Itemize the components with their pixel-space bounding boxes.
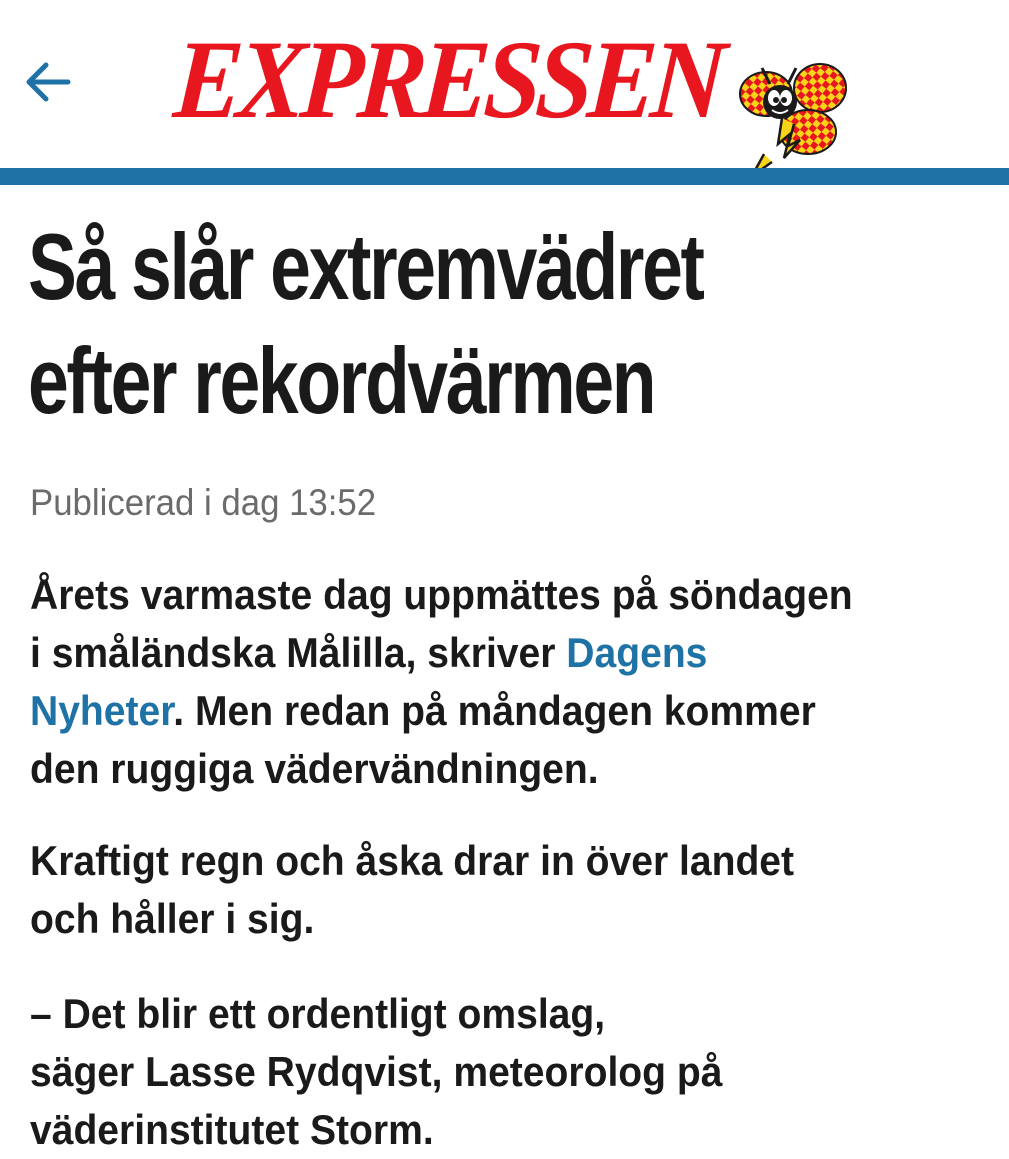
arrow-left-icon bbox=[22, 56, 74, 108]
article-paragraph-1 bbox=[30, 566, 969, 798]
logo-text: EXPRESSEN bbox=[170, 18, 725, 142]
p1-line-2: i småländska Målilla, skriver bbox=[30, 629, 567, 676]
p1-line-3: . Men redan på måndagen kommer bbox=[173, 687, 816, 734]
link-part-1[interactable]: Dagens bbox=[566, 629, 708, 676]
p3-line-1: – Det blir ett ordentligt omslag, bbox=[30, 990, 606, 1037]
p3-line-3: väderinstitutet Storm. bbox=[30, 1106, 434, 1153]
article-paragraph-3 bbox=[30, 985, 969, 1159]
p2-line-1: Kraftigt regn och åska drar in över landet bbox=[30, 837, 795, 884]
p3-line-2: säger Lasse Rydqvist, meteorolog på bbox=[30, 1048, 723, 1095]
back-button[interactable] bbox=[18, 52, 78, 112]
p1-line-4: den ruggiga vädervändningen. bbox=[30, 745, 599, 792]
wasp-mascot-icon bbox=[738, 54, 848, 179]
p2-line-2: och håller i sig. bbox=[30, 895, 315, 942]
headline-line-1: Så slår extremvädret bbox=[28, 214, 703, 319]
expressen-logo[interactable] bbox=[170, 18, 858, 168]
headline-line-2: efter rekordvärmen bbox=[28, 328, 655, 433]
article-headline bbox=[28, 210, 987, 438]
header-divider-bar bbox=[0, 168, 1009, 185]
p1-line-1: Årets varmaste dag uppmättes på söndagen bbox=[30, 571, 853, 618]
link-part-2[interactable]: Nyheter bbox=[30, 687, 174, 734]
published-timestamp: Publicerad i dag 13:52 bbox=[30, 482, 377, 523]
article-paragraph-2 bbox=[30, 832, 969, 948]
app-header bbox=[0, 0, 1009, 168]
